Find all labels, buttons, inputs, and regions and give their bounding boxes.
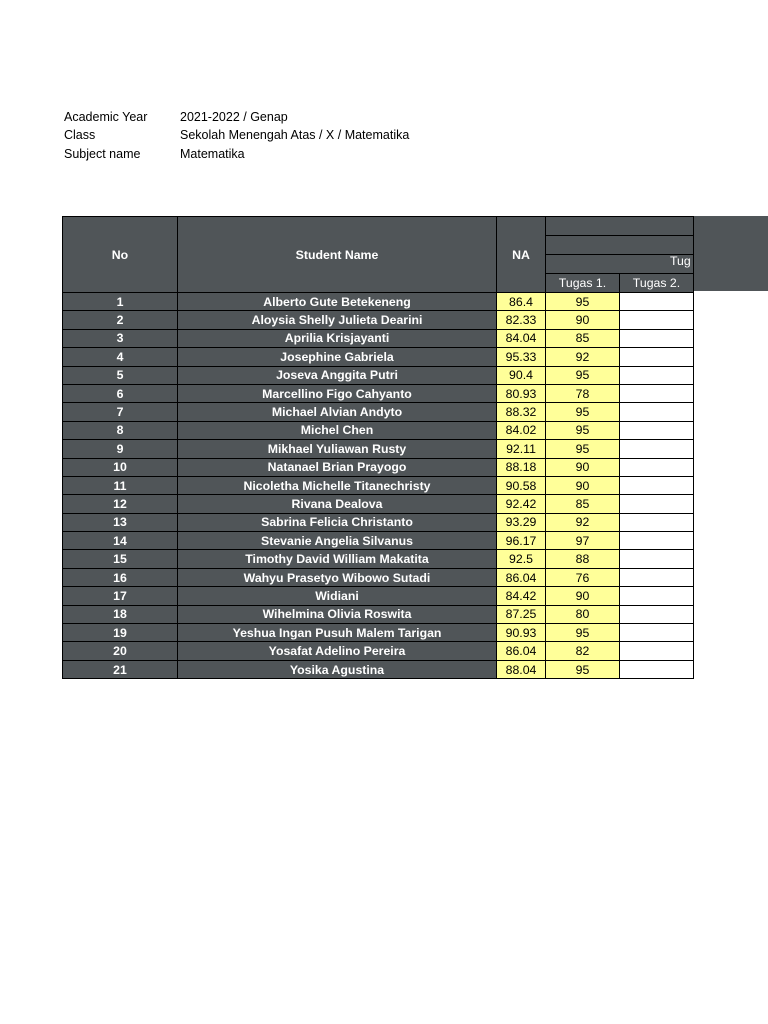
class-value: Sekolah Menengah Atas / X / Matematika bbox=[180, 128, 410, 143]
table-row bbox=[63, 384, 694, 402]
academic-year-row bbox=[64, 108, 409, 126]
grade-table-body bbox=[63, 293, 694, 679]
table-row bbox=[63, 440, 694, 458]
header-na: NA bbox=[497, 217, 546, 293]
na-cell: 82.33 bbox=[497, 311, 546, 329]
row-number-cell: 3 bbox=[63, 329, 178, 347]
tugas-1-cell: 88 bbox=[546, 550, 620, 568]
grade-table-wrapper bbox=[62, 216, 768, 679]
na-cell: 93.29 bbox=[497, 513, 546, 531]
header-no: No bbox=[63, 217, 178, 293]
class-row bbox=[64, 126, 409, 144]
tugas-2-cell bbox=[620, 329, 694, 347]
document-meta bbox=[64, 108, 409, 163]
na-cell: 90.4 bbox=[497, 366, 546, 384]
tugas-1-cell: 76 bbox=[546, 568, 620, 586]
header-student-name: Student Name bbox=[178, 217, 497, 293]
na-cell: 84.42 bbox=[497, 587, 546, 605]
tugas-1-cell: 95 bbox=[546, 440, 620, 458]
tugas-1-cell: 97 bbox=[546, 532, 620, 550]
tugas-1-cell: 95 bbox=[546, 293, 620, 311]
row-number-cell: 11 bbox=[63, 476, 178, 494]
tugas-1-cell: 92 bbox=[546, 348, 620, 366]
tugas-1-cell: 90 bbox=[546, 587, 620, 605]
row-number-cell: 4 bbox=[63, 348, 178, 366]
tugas-1-cell: 85 bbox=[546, 329, 620, 347]
student-name-cell: Aloysia Shelly Julieta Dearini bbox=[178, 311, 497, 329]
tugas-1-cell: 95 bbox=[546, 660, 620, 678]
subject-row bbox=[64, 145, 409, 163]
tugas-1-cell: 95 bbox=[546, 366, 620, 384]
subject-value: Matematika bbox=[180, 146, 245, 161]
student-name-cell: Michael Alvian Andyto bbox=[178, 403, 497, 421]
student-name-cell: Alberto Gute Betekeneng bbox=[178, 293, 497, 311]
grade-table bbox=[62, 216, 694, 679]
row-number-cell: 5 bbox=[63, 366, 178, 384]
tugas-2-cell bbox=[620, 660, 694, 678]
tugas-2-cell bbox=[620, 513, 694, 531]
tugas-1-cell: 90 bbox=[546, 476, 620, 494]
tugas-2-cell bbox=[620, 568, 694, 586]
tugas-2-cell bbox=[620, 311, 694, 329]
na-cell: 92.5 bbox=[497, 550, 546, 568]
table-row bbox=[63, 348, 694, 366]
row-number-cell: 10 bbox=[63, 458, 178, 476]
tugas-1-cell: 95 bbox=[546, 624, 620, 642]
tugas-2-cell bbox=[620, 403, 694, 421]
row-number-cell: 6 bbox=[63, 384, 178, 402]
row-number-cell: 18 bbox=[63, 605, 178, 623]
tugas-2-cell bbox=[620, 550, 694, 568]
table-row bbox=[63, 513, 694, 531]
tugas-2-cell bbox=[620, 605, 694, 623]
table-row bbox=[63, 293, 694, 311]
student-name-cell: Mikhael Yuliawan Rusty bbox=[178, 440, 497, 458]
tugas-1-cell: 95 bbox=[546, 403, 620, 421]
student-name-cell: Rivana Dealova bbox=[178, 495, 497, 513]
tugas-1-cell: 95 bbox=[546, 421, 620, 439]
student-name-cell: Yosafat Adelino Pereira bbox=[178, 642, 497, 660]
student-name-cell: Stevanie Angelia Silvanus bbox=[178, 532, 497, 550]
na-cell: 92.11 bbox=[497, 440, 546, 458]
subject-label: Subject name bbox=[64, 146, 141, 161]
table-row bbox=[63, 624, 694, 642]
row-number-cell: 1 bbox=[63, 293, 178, 311]
na-cell: 84.04 bbox=[497, 329, 546, 347]
tugas-1-cell: 80 bbox=[546, 605, 620, 623]
tugas-1-cell: 92 bbox=[546, 513, 620, 531]
student-name-cell: Widiani bbox=[178, 587, 497, 605]
row-number-cell: 12 bbox=[63, 495, 178, 513]
row-number-cell: 9 bbox=[63, 440, 178, 458]
table-row bbox=[63, 329, 694, 347]
na-cell: 88.32 bbox=[497, 403, 546, 421]
na-cell: 88.18 bbox=[497, 458, 546, 476]
academic-year-value: 2021-2022 / Genap bbox=[180, 110, 288, 124]
na-cell: 88.04 bbox=[497, 660, 546, 678]
table-row bbox=[63, 660, 694, 678]
header-group-mid bbox=[546, 236, 694, 255]
tugas-2-cell bbox=[620, 366, 694, 384]
class-label: Class bbox=[64, 128, 96, 143]
table-row bbox=[63, 532, 694, 550]
student-name-cell: Wihelmina Olivia Roswita bbox=[178, 605, 497, 623]
student-name-cell: Marcellino Figo Cahyanto bbox=[178, 384, 497, 402]
row-number-cell: 8 bbox=[63, 421, 178, 439]
na-cell: 95.33 bbox=[497, 348, 546, 366]
na-cell: 86.04 bbox=[497, 642, 546, 660]
row-number-cell: 19 bbox=[63, 624, 178, 642]
table-row bbox=[63, 311, 694, 329]
table-row bbox=[63, 366, 694, 384]
student-name-cell: Natanael Brian Prayogo bbox=[178, 458, 497, 476]
table-row bbox=[63, 568, 694, 586]
tugas-2-cell bbox=[620, 458, 694, 476]
student-name-cell: Yosika Agustina bbox=[178, 660, 497, 678]
student-name-cell: Yeshua Ingan Pusuh Malem Tarigan bbox=[178, 624, 497, 642]
tugas-2-cell bbox=[620, 440, 694, 458]
na-cell: 90.93 bbox=[497, 624, 546, 642]
row-number-cell: 21 bbox=[63, 660, 178, 678]
student-name-cell: Aprilia Krisjayanti bbox=[178, 329, 497, 347]
header-tugas-2: Tugas 2. bbox=[620, 274, 694, 293]
row-number-cell: 14 bbox=[63, 532, 178, 550]
na-cell: 90.58 bbox=[497, 476, 546, 494]
student-name-cell: Timothy David William Makatita bbox=[178, 550, 497, 568]
row-number-cell: 2 bbox=[63, 311, 178, 329]
table-row bbox=[63, 495, 694, 513]
row-number-cell: 20 bbox=[63, 642, 178, 660]
student-name-cell: Nicoletha Michelle Titanechristy bbox=[178, 476, 497, 494]
tugas-1-cell: 78 bbox=[546, 384, 620, 402]
na-cell: 87.25 bbox=[497, 605, 546, 623]
tugas-2-cell bbox=[620, 642, 694, 660]
na-cell: 92.42 bbox=[497, 495, 546, 513]
tugas-1-cell: 85 bbox=[546, 495, 620, 513]
row-number-cell: 16 bbox=[63, 568, 178, 586]
na-cell: 96.17 bbox=[497, 532, 546, 550]
table-row bbox=[63, 587, 694, 605]
student-name-cell: Sabrina Felicia Christanto bbox=[178, 513, 497, 531]
tugas-2-cell bbox=[620, 495, 694, 513]
table-row bbox=[63, 421, 694, 439]
student-name-cell: Michel Chen bbox=[178, 421, 497, 439]
tugas-2-cell bbox=[620, 421, 694, 439]
header-group-partial-label: Tug bbox=[670, 254, 691, 268]
tugas-2-cell bbox=[620, 532, 694, 550]
header-group-top bbox=[546, 217, 694, 236]
student-name-cell: Josephine Gabriela bbox=[178, 348, 497, 366]
student-name-cell: Joseva Anggita Putri bbox=[178, 366, 497, 384]
na-cell: 80.93 bbox=[497, 384, 546, 402]
row-number-cell: 17 bbox=[63, 587, 178, 605]
table-row bbox=[63, 642, 694, 660]
student-name-cell: Wahyu Prasetyo Wibowo Sutadi bbox=[178, 568, 497, 586]
table-row bbox=[63, 476, 694, 494]
row-number-cell: 13 bbox=[63, 513, 178, 531]
tugas-2-cell bbox=[620, 348, 694, 366]
tugas-2-cell bbox=[620, 384, 694, 402]
row-number-cell: 15 bbox=[63, 550, 178, 568]
row-number-cell: 7 bbox=[63, 403, 178, 421]
tugas-1-cell: 90 bbox=[546, 458, 620, 476]
table-row bbox=[63, 458, 694, 476]
table-row bbox=[63, 403, 694, 421]
academic-year-label: Academic Year bbox=[64, 110, 148, 124]
header-tugas-1: Tugas 1. bbox=[546, 274, 620, 293]
tugas-2-cell bbox=[620, 476, 694, 494]
tugas-1-cell: 90 bbox=[546, 311, 620, 329]
na-cell: 84.02 bbox=[497, 421, 546, 439]
table-row bbox=[63, 550, 694, 568]
na-cell: 86.04 bbox=[497, 568, 546, 586]
tugas-2-cell bbox=[620, 293, 694, 311]
table-row bbox=[63, 605, 694, 623]
na-cell: 86.4 bbox=[497, 293, 546, 311]
tugas-1-cell: 82 bbox=[546, 642, 620, 660]
tugas-2-cell bbox=[620, 587, 694, 605]
tugas-2-cell bbox=[620, 624, 694, 642]
